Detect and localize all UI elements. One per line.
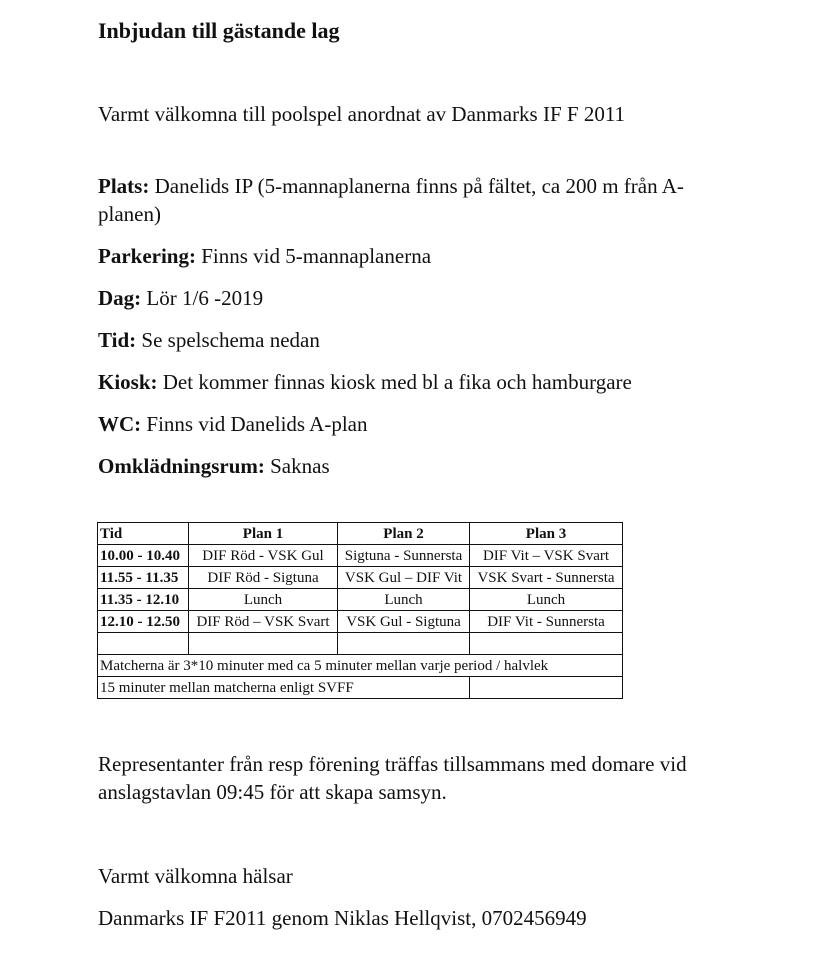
- match-cell: VSK Gul - Sigtuna: [338, 611, 470, 633]
- time-cell: 11.35 - 12.10: [98, 589, 189, 611]
- detail-plats: [98, 172, 738, 228]
- empty-cell: [98, 633, 189, 655]
- detail-tid: [98, 326, 698, 354]
- table-row: [98, 567, 623, 589]
- match-cell: Lunch: [189, 589, 338, 611]
- header-plan-1: Plan 1: [189, 523, 338, 545]
- detail-value: Finns vid Danelids A-plan: [146, 412, 368, 436]
- detail-label: WC:: [98, 412, 142, 436]
- empty-cell: [338, 633, 470, 655]
- document-title: Inbjudan till gästande lag: [98, 18, 340, 43]
- table-row: [98, 589, 623, 611]
- detail-label: Plats:: [98, 174, 150, 198]
- intro-paragraph: Varmt välkomna till poolspel anordnat av Danmarks IF F 2011: [98, 102, 626, 126]
- table-row: [98, 545, 623, 567]
- time-cell: 12.10 - 12.50: [98, 611, 189, 633]
- table-row: [98, 611, 623, 633]
- header-plan-3: Plan 3: [470, 523, 623, 545]
- time-cell: 11.55 - 11.35: [98, 567, 189, 589]
- match-cell: Sigtuna - Sunnersta: [338, 545, 470, 567]
- schedule-table: [97, 522, 623, 699]
- detail-kiosk: [98, 368, 798, 396]
- detail-value: Saknas: [270, 454, 330, 478]
- detail-omkladningsrum: [98, 452, 698, 480]
- detail-label: Kiosk:: [98, 370, 158, 394]
- detail-value: Danelids IP (5-mannaplanerna finns på fältet, ca 200 m från A-planen): [98, 174, 684, 226]
- table-header-row: [98, 523, 623, 545]
- match-cell: VSK Gul – DIF Vit: [338, 567, 470, 589]
- greeting: Varmt välkomna hälsar: [98, 864, 293, 888]
- break-duration-note: 15 minuter mellan matcherna enligt SVFF: [98, 677, 470, 699]
- detail-value: Se spelschema nedan: [141, 328, 320, 352]
- table-note-row: [98, 655, 623, 677]
- table-note-row: [98, 677, 623, 699]
- detail-parkering: [98, 242, 698, 270]
- match-duration-note: Matcherna är 3*10 minuter med ca 5 minuter mellan varje period / halvlek: [98, 655, 623, 677]
- detail-dag: [98, 284, 698, 312]
- representatives-paragraph: Representanter från resp förening träffas tillsammans med domare vid anslagstavlan 09:45 för att skapa samsyn.: [98, 752, 687, 804]
- table-row-empty: [98, 633, 623, 655]
- match-cell: DIF Röd – VSK Svart: [189, 611, 338, 633]
- match-cell: DIF Röd - Sigtuna: [189, 567, 338, 589]
- match-cell: DIF Vit - Sunnersta: [470, 611, 623, 633]
- detail-label: Tid:: [98, 328, 137, 352]
- detail-value: Lör 1/6 -2019: [146, 286, 264, 310]
- header-tid: Tid: [98, 523, 189, 545]
- detail-value: Finns vid 5-mannaplanerna: [201, 244, 432, 268]
- match-cell: DIF Röd - VSK Gul: [189, 545, 338, 567]
- match-cell: Lunch: [338, 589, 470, 611]
- header-plan-2: Plan 2: [338, 523, 470, 545]
- detail-label: Dag:: [98, 286, 142, 310]
- empty-cell: [189, 633, 338, 655]
- signature: Danmarks IF F2011 genom Niklas Hellqvist, 0702456949: [98, 906, 587, 930]
- empty-cell: [470, 633, 623, 655]
- match-cell: DIF Vit – VSK Svart: [470, 545, 623, 567]
- detail-wc: [98, 410, 698, 438]
- time-cell: 10.00 - 10.40: [98, 545, 189, 567]
- match-cell: Lunch: [470, 589, 623, 611]
- detail-label: Parkering:: [98, 244, 196, 268]
- detail-label: Omklädningsrum:: [98, 454, 265, 478]
- detail-value: Det kommer finnas kiosk med bl a fika och hamburgare: [162, 370, 632, 394]
- match-cell: VSK Svart - Sunnersta: [470, 567, 623, 589]
- empty-cell: [470, 677, 623, 699]
